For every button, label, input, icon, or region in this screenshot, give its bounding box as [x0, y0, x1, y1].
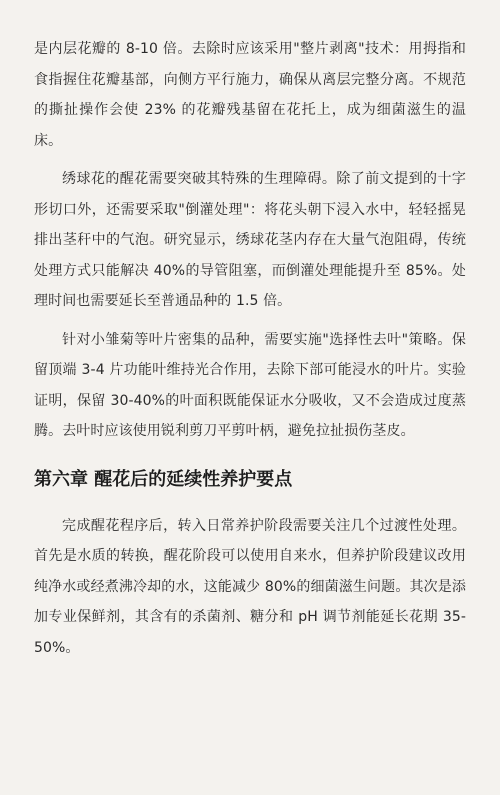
paragraph-aftercare: 完成醒花程序后，转入日常养护阶段需要关注几个过渡性处理。首先是水质的转换，醒花阶段可以使用自来水，但养护阶段建议改用纯净水或经煮沸冷却的水，这能减少 80%的细菌滋生问题。其次是添加专业保鲜剂，其含有的杀菌剂、糖分和 pH 调节剂能延长花期 35-50%。 — [34, 517, 466, 656]
paragraph-daisy: 针对小雏菊等叶片密集的品种，需要实施"选择性去叶"策略。保留顶端 3-4 片功能叶维持光合作用，去除下部可能浸水的叶片。实验证明，保留 30-40%的叶面积既能保证水分吸收，又不会造成过度蒸腾。去叶时应该使用锐利剪刀平剪叶柄，避免拉扯损伤茎皮。 — [34, 331, 466, 439]
paragraph-hydrangea: 绣球花的醒花需要突破其特殊的生理障碍。除了前文提到的十字形切口外，还需要采取"倒灌处理"：将花头朝下浸入水中，轻轻摇晃排出茎秆中的气泡。研究显示，绣球花茎内存在大量气泡阻碍，传统处理方式只能解决 40%的导管阻塞，而倒灌处理能提升至 85%。处理时间也需要延长至普通品种的 1.5 倍。 — [34, 171, 466, 309]
paragraph-continued: 是内层花瓣的 8-10 倍。去除时应该采用"整片剥离"技术：用拇指和食指握住花瓣基部，向侧方平行施力，确保从离层完整分离。不规范的撕扯操作会使 23% 的花瓣残基留在花托上，成为细菌滋生的温床。 — [34, 41, 466, 149]
chapter-heading: 第六章 醒花后的延续性养护要点 — [34, 468, 293, 490]
